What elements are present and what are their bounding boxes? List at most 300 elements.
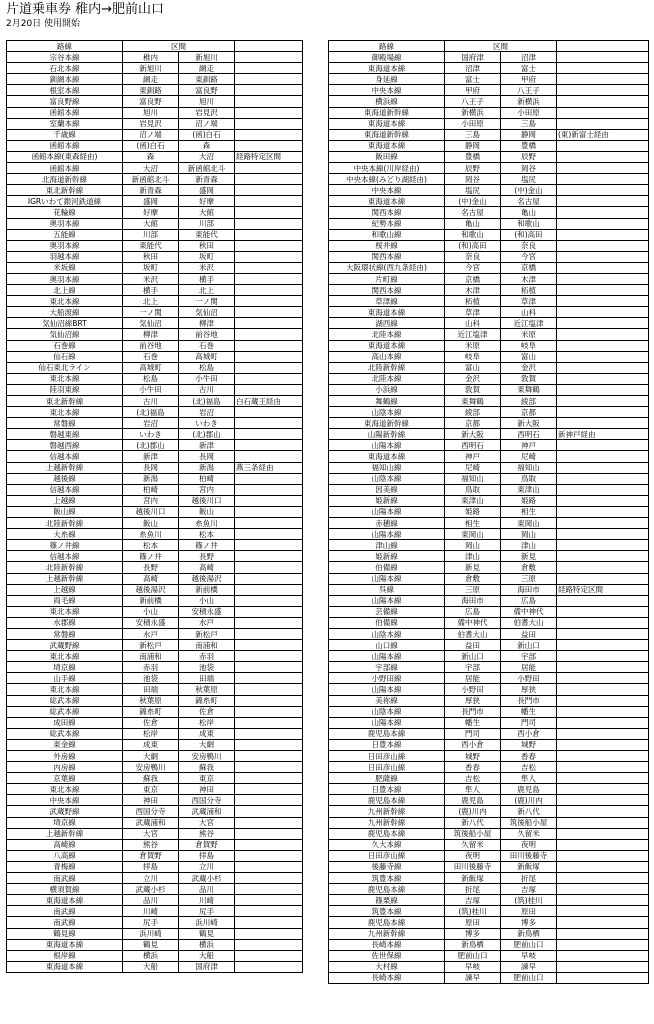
table-row	[7, 185, 303, 196]
route-name-cell: 花輪線	[7, 207, 123, 218]
table-row	[329, 573, 649, 584]
to-station-cell: 安積永盛	[179, 606, 235, 617]
table-row	[7, 961, 303, 972]
to-station-cell: (北)郡山	[179, 429, 235, 440]
note-cell	[557, 396, 649, 407]
from-station-cell: 山科	[445, 318, 501, 329]
table-row	[329, 518, 649, 529]
route-name-cell: 東海道本線	[329, 451, 445, 462]
route-name-cell: 上越新幹線	[7, 828, 123, 839]
table-row	[329, 917, 649, 928]
table-row	[329, 262, 649, 273]
route-name-cell: 篠ノ井線	[7, 540, 123, 551]
table-row	[7, 662, 303, 673]
from-station-cell: 東能代	[123, 240, 179, 251]
from-station-cell: 富山	[445, 362, 501, 373]
to-station-cell: 備中神代	[501, 606, 557, 617]
table-row	[7, 806, 303, 817]
route-name-cell: 南武線	[7, 917, 123, 928]
note-cell	[235, 617, 303, 628]
to-station-cell: 池袋	[179, 662, 235, 673]
route-name-cell: 大糸線	[7, 529, 123, 540]
route-name-cell: 埼京線	[7, 817, 123, 828]
table-row	[7, 140, 303, 151]
from-station-cell: 水戸	[123, 628, 179, 639]
table-row	[7, 273, 303, 284]
table-row	[329, 873, 649, 884]
table-row	[329, 673, 649, 684]
table-row	[7, 628, 303, 639]
note-cell	[557, 917, 649, 928]
note-cell	[557, 384, 649, 395]
to-station-cell: 気仙沼	[179, 307, 235, 318]
table-row	[7, 562, 303, 573]
route-name-cell: 小野田線	[329, 673, 445, 684]
note-cell	[557, 861, 649, 872]
route-name-cell: 根室本線	[7, 85, 123, 96]
note-cell	[557, 828, 649, 839]
route-name-cell: 東北本線	[7, 784, 123, 795]
note-cell: 白石蔵王経由	[235, 396, 303, 407]
from-station-cell: 草津	[445, 307, 501, 318]
note-cell	[557, 451, 649, 462]
note-cell	[557, 351, 649, 362]
from-station-cell: 柘植	[445, 296, 501, 307]
from-station-cell: 尼崎	[445, 462, 501, 473]
table-row	[329, 74, 649, 85]
from-station-cell: 新前橋	[123, 595, 179, 606]
to-station-cell: 今宮	[501, 251, 557, 262]
to-station-cell: 品川	[179, 884, 235, 895]
note-cell	[235, 96, 303, 107]
from-station-cell: 松本	[123, 540, 179, 551]
note-cell	[557, 462, 649, 473]
to-station-cell: 鶴見	[179, 928, 235, 939]
to-station-cell: 幡生	[501, 706, 557, 717]
to-station-cell: 横手	[179, 273, 235, 284]
from-station-cell: (北)郡山	[123, 440, 179, 451]
to-station-cell: 筑後船小屋	[501, 817, 557, 828]
table-row	[7, 751, 303, 762]
note-cell	[235, 873, 303, 884]
note-cell	[235, 628, 303, 639]
route-name-cell: 根岸線	[7, 950, 123, 961]
note-cell	[235, 895, 303, 906]
table-row	[329, 318, 649, 329]
note-cell	[557, 751, 649, 762]
note-cell	[235, 429, 303, 440]
note-cell	[557, 52, 649, 63]
from-station-cell: 新横浜	[445, 107, 501, 118]
table-row	[329, 151, 649, 162]
from-station-cell: 長門市	[445, 706, 501, 717]
to-station-cell: 成東	[179, 728, 235, 739]
note-cell	[235, 728, 303, 739]
table-row	[7, 850, 303, 861]
table-row	[329, 85, 649, 96]
from-station-cell: 池袋	[123, 673, 179, 684]
from-station-cell: 伯耆大山	[445, 628, 501, 639]
to-station-cell: 津山	[501, 540, 557, 551]
from-station-cell: 新大阪	[445, 429, 501, 440]
note-cell	[557, 196, 649, 207]
table-row	[329, 473, 649, 484]
table-row	[7, 873, 303, 884]
note-cell	[235, 296, 303, 307]
table-row	[329, 584, 649, 595]
to-station-cell: 川崎	[179, 895, 235, 906]
route-name-cell: 山手線	[7, 673, 123, 684]
note-cell	[557, 207, 649, 218]
to-station-cell: 香春	[501, 751, 557, 762]
route-name-cell: 東金線	[7, 739, 123, 750]
table-row	[329, 495, 649, 506]
from-station-cell: 横手	[123, 285, 179, 296]
route-name-cell: 東北本線	[7, 684, 123, 695]
to-station-cell: 安房鴨川	[179, 751, 235, 762]
route-name-cell: 東北新幹線	[7, 185, 123, 196]
route-name-cell: 九州新幹線	[329, 928, 445, 939]
from-station-cell: 秋葉原	[123, 695, 179, 706]
to-station-cell: 大館	[179, 207, 235, 218]
to-station-cell: 西小倉	[501, 728, 557, 739]
from-station-cell: 赤羽	[123, 662, 179, 673]
note-cell	[557, 362, 649, 373]
from-station-cell: (和)高田	[445, 240, 501, 251]
from-station-cell: 田川後藤寺	[445, 861, 501, 872]
route-name-cell: 北陸新幹線	[7, 518, 123, 529]
note-cell	[557, 373, 649, 384]
from-station-cell: 東京	[123, 784, 179, 795]
table-row	[7, 917, 303, 928]
route-name-cell: 姫新線	[329, 551, 445, 562]
from-station-cell: 長岡	[123, 462, 179, 473]
note-cell	[557, 839, 649, 850]
table-row	[329, 762, 649, 773]
table-row	[329, 828, 649, 839]
to-station-cell: 赤羽	[179, 651, 235, 662]
from-station-cell: 八王子	[445, 96, 501, 107]
route-name-cell: 中央本線	[7, 795, 123, 806]
to-station-cell: (北)福島	[179, 396, 235, 407]
table-row	[329, 174, 649, 185]
table-row	[329, 506, 649, 517]
route-name-cell: 南武線	[7, 873, 123, 884]
table-row	[7, 240, 303, 251]
table-row	[329, 307, 649, 318]
from-station-cell: 小野田	[445, 684, 501, 695]
to-station-cell: 一ノ関	[179, 296, 235, 307]
from-station-cell: 越後川口	[123, 506, 179, 517]
table-row	[329, 606, 649, 617]
route-name-cell: 仙石東北ライン	[7, 362, 123, 373]
to-station-cell: 名古屋	[501, 196, 557, 207]
table-row	[329, 972, 649, 983]
to-station-cell: 高城町	[179, 351, 235, 362]
table-row	[329, 196, 649, 207]
note-cell	[557, 606, 649, 617]
to-station-cell: 米沢	[179, 262, 235, 273]
to-station-cell: 田端	[179, 673, 235, 684]
route-name-cell: 山陰本線	[329, 628, 445, 639]
note-cell	[235, 584, 303, 595]
from-station-cell: 久留米	[445, 839, 501, 850]
from-station-cell: 小田原	[445, 118, 501, 129]
to-station-cell: 岡谷	[501, 163, 557, 174]
from-station-cell: 鳥取	[445, 484, 501, 495]
route-name-cell: 埼京線	[7, 662, 123, 673]
route-name-cell: 五能線	[7, 229, 123, 240]
to-station-cell: 東岡山	[501, 518, 557, 529]
from-station-cell: 新青森	[123, 185, 179, 196]
from-station-cell: 木津	[445, 285, 501, 296]
note-cell	[235, 196, 303, 207]
route-name-cell: 大阪環状線(西九条経由)	[329, 262, 445, 273]
from-station-cell: 新津	[123, 451, 179, 462]
route-name-cell: 東海道本線	[329, 307, 445, 318]
table-row	[7, 318, 303, 329]
route-name-cell: 長崎本線	[329, 972, 445, 983]
from-station-cell: 米沢	[123, 273, 179, 284]
to-station-cell: 金沢	[501, 362, 557, 373]
table-row	[329, 429, 649, 440]
to-station-cell: 水戸	[179, 617, 235, 628]
note-cell	[235, 506, 303, 517]
note-cell	[557, 96, 649, 107]
table-header-row	[7, 41, 303, 52]
table-row	[7, 340, 303, 351]
note-cell	[235, 174, 303, 185]
table-row	[329, 751, 649, 762]
table-row	[329, 739, 649, 750]
note-cell	[235, 739, 303, 750]
to-station-cell: 国府津	[179, 961, 235, 972]
table-row	[329, 628, 649, 639]
to-station-cell: 柳津	[179, 318, 235, 329]
route-name-cell: 羽越本線	[7, 251, 123, 262]
table-row	[329, 384, 649, 395]
to-station-cell: 新津	[179, 440, 235, 451]
route-name-cell: 信越本線	[7, 551, 123, 562]
from-station-cell: 成東	[123, 739, 179, 750]
route-name-cell: 東北本線	[7, 296, 123, 307]
route-name-cell: 信越本線	[7, 484, 123, 495]
to-station-cell: 高崎	[179, 562, 235, 573]
route-name-cell: 高崎線	[7, 839, 123, 850]
to-station-cell: 東釧路	[179, 74, 235, 85]
note-cell	[557, 806, 649, 817]
to-station-cell: 糸魚川	[179, 518, 235, 529]
note-cell	[235, 329, 303, 340]
note-cell	[557, 573, 649, 584]
from-station-cell: 浜川崎	[123, 928, 179, 939]
table-row	[329, 285, 649, 296]
route-name-cell: 函館本線(東森経由)	[7, 151, 123, 162]
from-station-cell: 奈良	[445, 251, 501, 262]
table-row	[329, 529, 649, 540]
from-station-cell: 飯山	[123, 518, 179, 529]
to-station-cell: 豊橋	[501, 140, 557, 151]
from-station-cell: 早岐	[445, 961, 501, 972]
from-station-cell: 安房鴨川	[123, 762, 179, 773]
from-station-cell: 柳津	[123, 329, 179, 340]
table-row	[7, 462, 303, 473]
note-cell	[557, 640, 649, 651]
table-row	[7, 285, 303, 296]
note-cell	[557, 784, 649, 795]
table-row	[329, 784, 649, 795]
note-cell: 燕三条経由	[235, 462, 303, 473]
to-station-cell: 肥前山口	[501, 972, 557, 983]
route-name-cell: 南武線	[7, 906, 123, 917]
from-station-cell: 大網	[123, 751, 179, 762]
note-cell	[235, 961, 303, 972]
to-station-cell: 京橋	[501, 262, 557, 273]
from-station-cell: 北上	[123, 296, 179, 307]
note-cell	[557, 251, 649, 262]
to-station-cell: 南浦和	[179, 640, 235, 651]
note-cell	[235, 318, 303, 329]
from-station-cell: 岐阜	[445, 351, 501, 362]
to-station-cell: 西国分寺	[179, 795, 235, 806]
table-row	[7, 151, 303, 162]
table-row	[329, 140, 649, 151]
route-name-cell: 鹿児島本線	[329, 828, 445, 839]
note-cell	[235, 839, 303, 850]
note-cell	[235, 595, 303, 606]
route-name-cell: 日豊本線	[329, 739, 445, 750]
table-row	[7, 351, 303, 362]
from-station-cell: 大船	[123, 961, 179, 972]
from-station-cell: 篠ノ井	[123, 551, 179, 562]
note-cell	[557, 762, 649, 773]
table-row	[7, 484, 303, 495]
to-station-cell: 長野	[179, 551, 235, 562]
route-name-cell: 鹿児島本線	[329, 728, 445, 739]
to-station-cell: 新函館北斗	[179, 163, 235, 174]
note-cell	[235, 63, 303, 74]
note-cell	[557, 684, 649, 695]
from-station-cell: 前谷地	[123, 340, 179, 351]
to-station-cell: 沼ノ端	[179, 118, 235, 129]
from-station-cell: 香春	[445, 762, 501, 773]
table-row	[7, 684, 303, 695]
note-cell	[235, 651, 303, 662]
note-cell	[235, 751, 303, 762]
route-name-cell: 鹿児島本線	[329, 795, 445, 806]
table-row	[7, 85, 303, 96]
from-station-cell: 岡谷	[445, 174, 501, 185]
to-station-cell: 東津山	[501, 484, 557, 495]
note-cell	[235, 74, 303, 85]
note-cell	[557, 151, 649, 162]
section-header: 区間	[445, 41, 557, 52]
from-station-cell: 新旭川	[123, 63, 179, 74]
from-station-cell: 門司	[445, 728, 501, 739]
from-station-cell: 一ノ関	[123, 307, 179, 318]
route-name-cell: 奥羽本線	[7, 218, 123, 229]
table-row	[329, 218, 649, 229]
note-cell	[235, 140, 303, 151]
table-row	[329, 884, 649, 895]
note-cell	[235, 706, 303, 717]
from-station-cell: 厚狭	[445, 695, 501, 706]
from-station-cell: 新鳥栖	[445, 939, 501, 950]
from-station-cell: 今宮	[445, 262, 501, 273]
table-row	[7, 107, 303, 118]
from-station-cell: 糸魚川	[123, 529, 179, 540]
to-station-cell: 諫早	[501, 961, 557, 972]
from-station-cell: 津山	[445, 551, 501, 562]
route-name-cell: 東海道本線	[7, 895, 123, 906]
route-name-cell: 成田線	[7, 717, 123, 728]
from-station-cell: 大館	[123, 218, 179, 229]
route-name-cell: 東海道本線	[7, 939, 123, 950]
route-name-cell: 姫新線	[329, 495, 445, 506]
table-row	[7, 728, 303, 739]
table-row	[7, 928, 303, 939]
route-header: 路線	[329, 41, 445, 52]
route-name-cell: 津山線	[329, 540, 445, 551]
route-name-cell: 総武本線	[7, 695, 123, 706]
note-cell	[235, 240, 303, 251]
table-row	[7, 861, 303, 872]
note-cell	[235, 540, 303, 551]
to-station-cell: 新松戸	[179, 628, 235, 639]
from-station-cell: 横浜	[123, 950, 179, 961]
route-name-cell: 大船渡線	[7, 307, 123, 318]
route-name-cell: 山陽本線	[329, 651, 445, 662]
note-cell	[557, 318, 649, 329]
table-row	[7, 307, 303, 318]
table-row	[7, 640, 303, 651]
note-cell	[557, 107, 649, 118]
from-station-cell: 西小倉	[445, 739, 501, 750]
note-cell	[235, 218, 303, 229]
table-row	[7, 495, 303, 506]
table-row	[7, 451, 303, 462]
to-station-cell: 長岡	[179, 451, 235, 462]
to-station-cell: 新潟	[179, 462, 235, 473]
note-cell	[235, 207, 303, 218]
from-station-cell: 旭川	[123, 107, 179, 118]
table-row	[7, 506, 303, 517]
to-station-cell: (筑)桂川	[501, 895, 557, 906]
from-station-cell: 神田	[123, 795, 179, 806]
to-station-cell: 姫路	[501, 495, 557, 506]
to-station-cell: 三原	[501, 573, 557, 584]
table-row	[329, 928, 649, 939]
route-name-cell: 武蔵野線	[7, 806, 123, 817]
note-cell	[557, 340, 649, 351]
note-cell	[557, 617, 649, 628]
note-cell	[557, 118, 649, 129]
route-name-cell: 函館本線	[7, 140, 123, 151]
to-station-cell: 倉賀野	[179, 839, 235, 850]
table-row	[329, 373, 649, 384]
to-station-cell: 旭川	[179, 96, 235, 107]
note-cell	[557, 240, 649, 251]
route-name-cell: 山陽本線	[329, 573, 445, 584]
table-row	[7, 52, 303, 63]
route-name-cell: 常磐線	[7, 628, 123, 639]
from-station-cell: 金沢	[445, 373, 501, 384]
table-row	[7, 118, 303, 129]
to-station-cell: 坂町	[179, 251, 235, 262]
table-row	[329, 362, 649, 373]
to-station-cell: 山科	[501, 307, 557, 318]
table-row	[329, 861, 649, 872]
